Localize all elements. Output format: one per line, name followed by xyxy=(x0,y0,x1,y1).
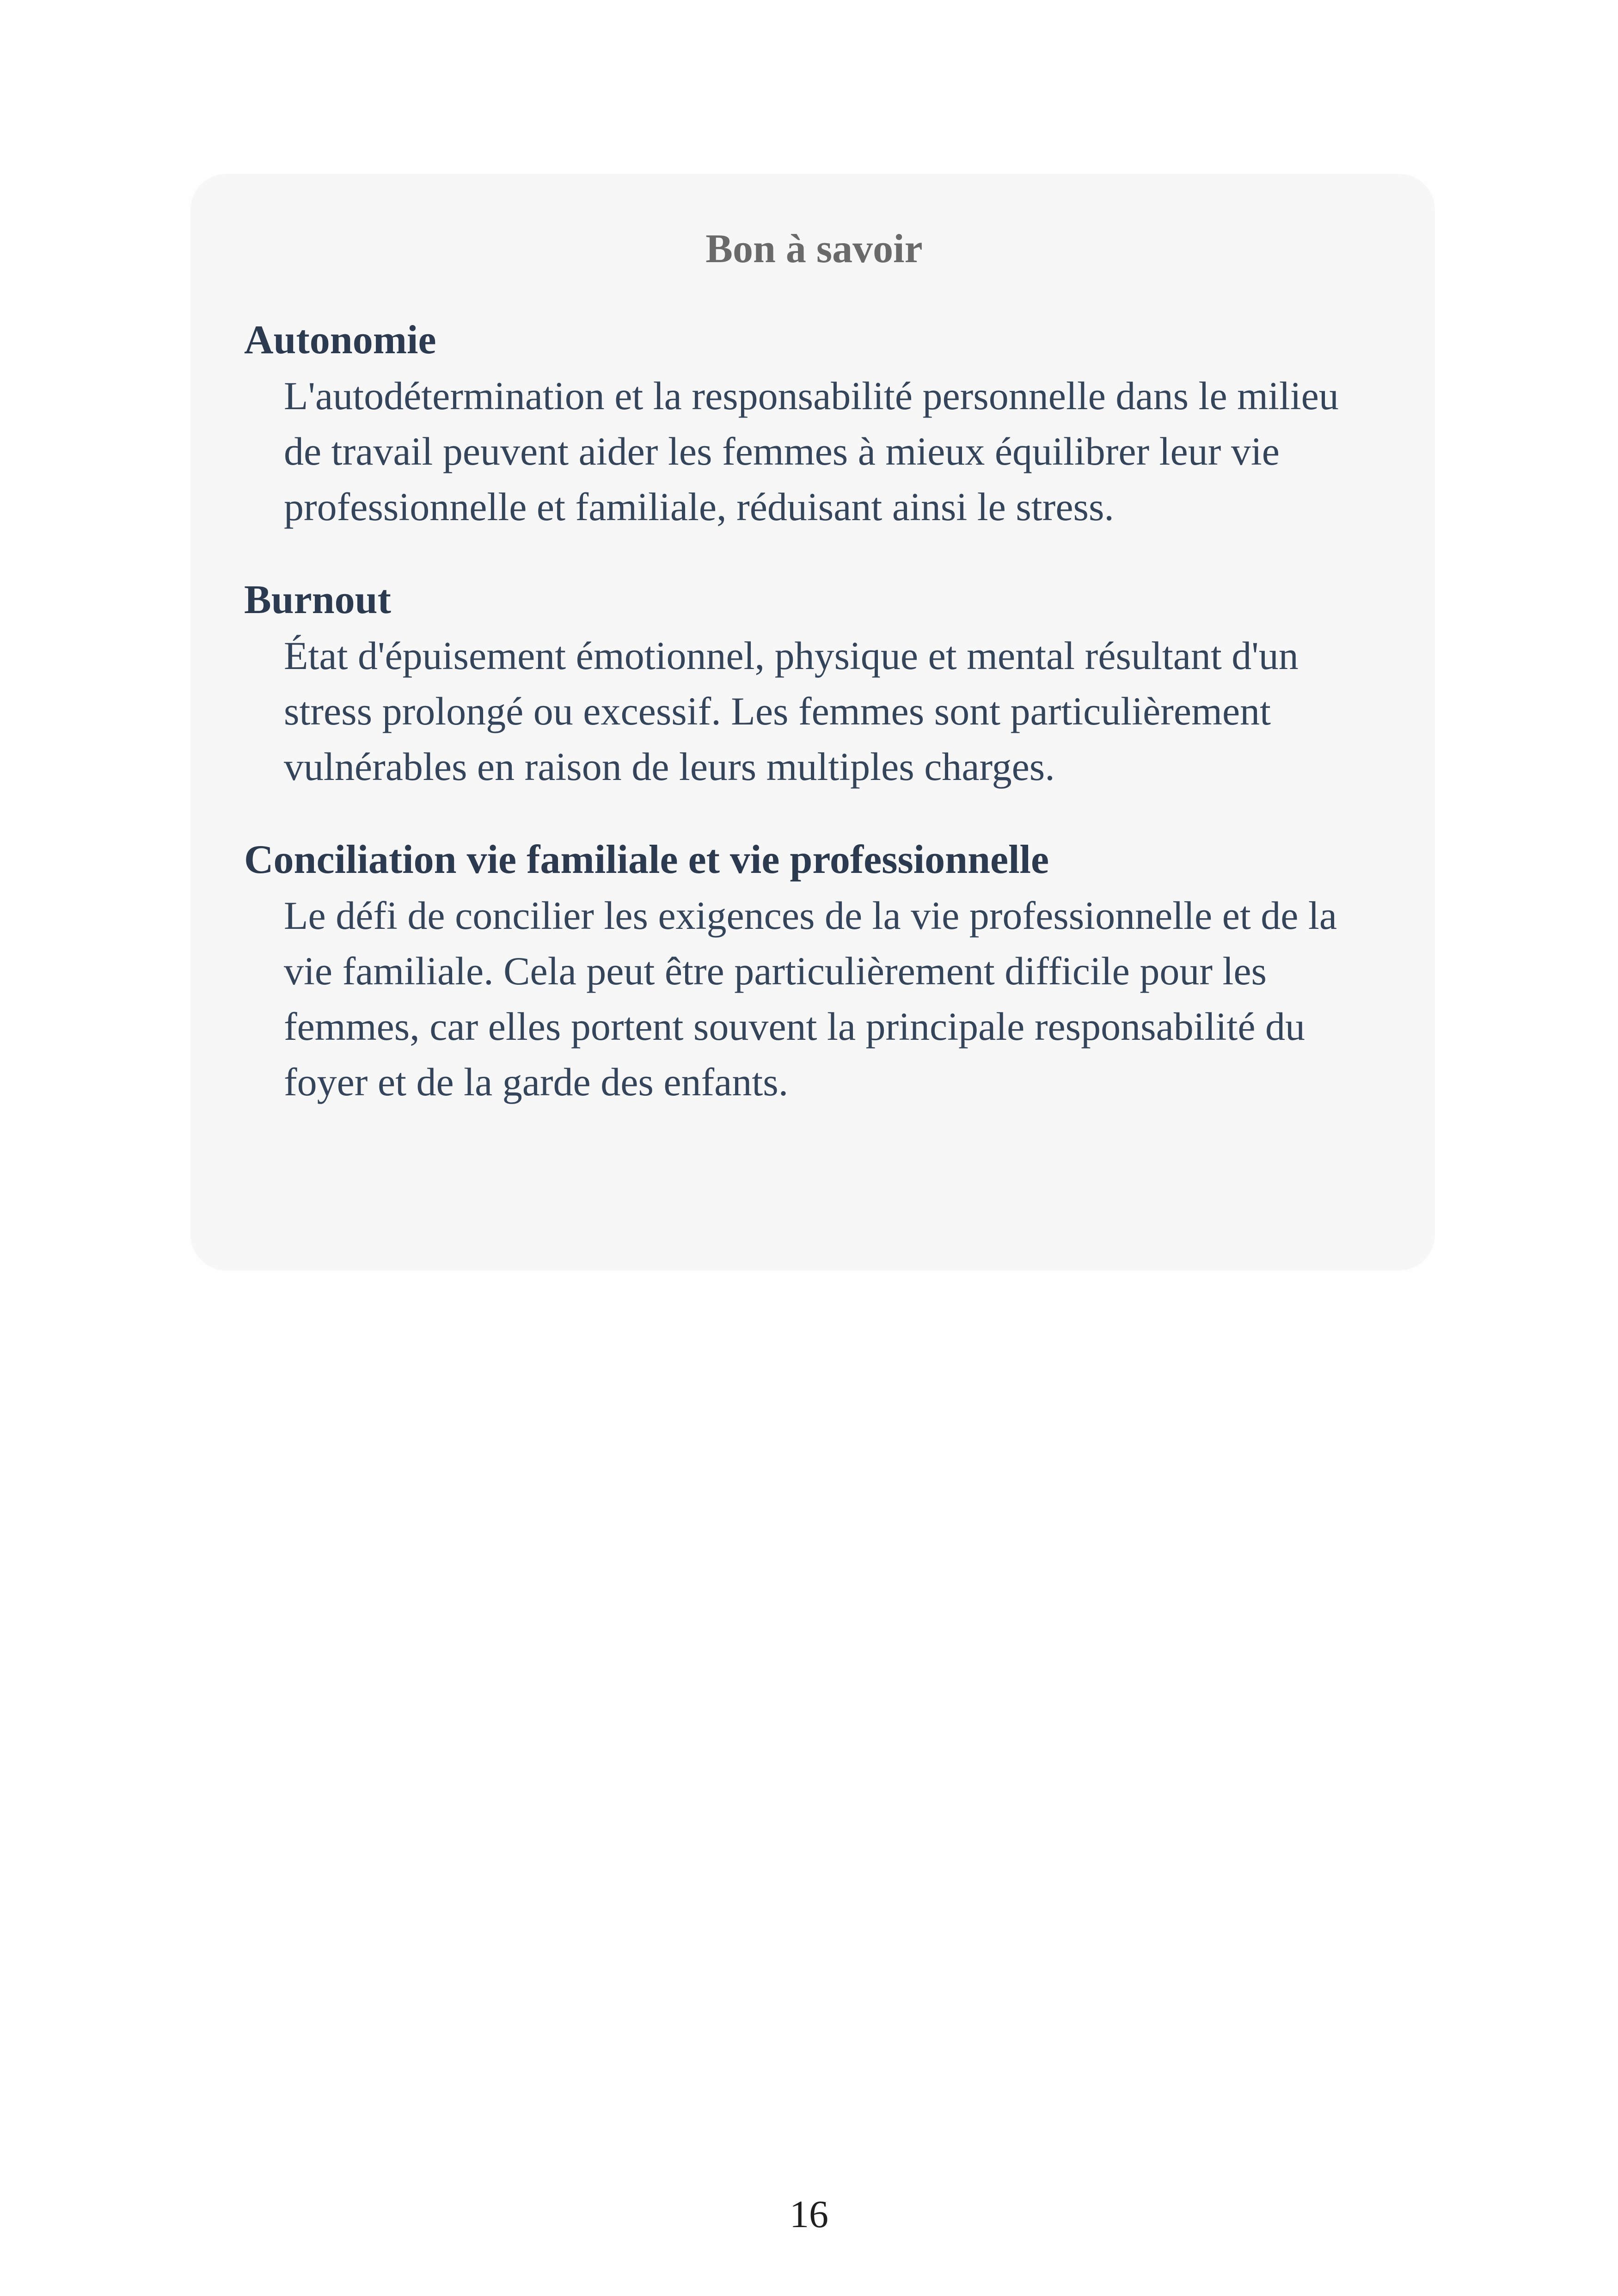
glossary-term: Autonomie xyxy=(244,318,436,362)
glossary-definition: État d'épuisement émotionnel, physique et mental résultant d'un stress prolongé ou excessif. Les femmes sont particulièrement vulnérables en raison de leurs multiples charges. xyxy=(284,633,1299,789)
glossary-entry-autonomie xyxy=(244,313,1384,534)
glossary-definition: Le défi de concilier les exigences de la vie professionnelle et de la vie familiale. Cela peut être particulièrement difficile pour les femmes, car elles portent souvent la principale responsabilité du foyer et de la garde des enfants. xyxy=(284,893,1337,1104)
glossary-entry-burnout xyxy=(244,572,1384,794)
glossary-term: Burnout xyxy=(244,577,391,622)
page-number: 16 xyxy=(790,2193,828,2236)
glossary-definition: L'autodétermination et la responsabilité personnelle dans le milieu de travail peuvent aider les femmes à mieux équilibrer leur vie professionnelle et familiale, réduisant ainsi le stress. xyxy=(284,374,1339,529)
glossary-term: Conciliation vie familiale et vie professionnelle xyxy=(244,837,1049,882)
info-box xyxy=(190,174,1435,1271)
glossary-entry-conciliation xyxy=(244,832,1384,1110)
box-title: Bon à savoir xyxy=(705,227,923,271)
